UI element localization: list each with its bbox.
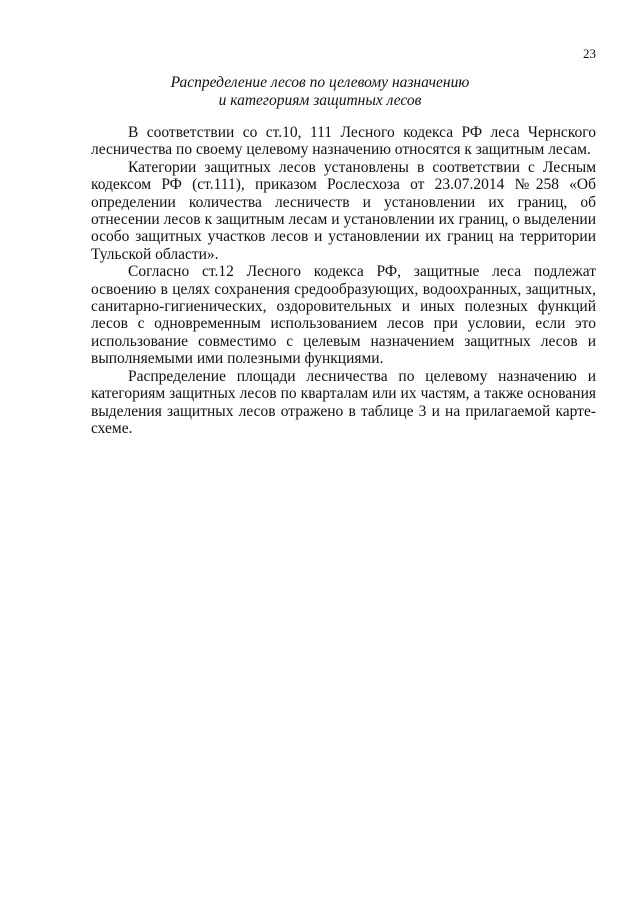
paragraph-4: Распределение площади лесничества по целевому назначению и категориям защитных лесов по кварталам или их частям, а также основания выделения защитных лесов отражено в таблице 3 и на прилагаемой карте-схеме. bbox=[91, 367, 596, 437]
section-heading-line-2: и категориям защитных лесов bbox=[218, 92, 422, 109]
body-text bbox=[91, 124, 596, 437]
section-heading bbox=[0, 74, 640, 110]
page-number: 23 bbox=[583, 46, 596, 61]
section-heading-line-1: Распределение лесов по целевому назначению bbox=[170, 74, 470, 91]
paragraph-1: В соответствии со ст.10, 111 Лесного кодекса РФ леса Чернского лесничества по своему целевому назначению относятся к защитным лесам. bbox=[91, 124, 596, 159]
paragraph-2: Категории защитных лесов установлены в соответствии с Лесным кодексом РФ (ст.111), приказом Рослесхоза от 23.07.2014 №258 «Об определении количества лесничеств и установлении их границ, об отнесении лесов к защитным лесам и установлении их границ, о выделении особо защитных участков лесов и установлении их границ на территории Тульской области». bbox=[91, 158, 596, 263]
paragraph-3: Согласно ст.12 Лесного кодекса РФ, защитные леса подлежат освоению в целях сохранения средообразующих, водоохранных, защитных, санитарно-гигиенических, оздоровительных и иных полезных функций лесов с одновременным использованием лесов при условии, если это использование совместимо с целевым назначением защитных лесов и выполняемыми ими полезными функциями. bbox=[91, 263, 596, 368]
